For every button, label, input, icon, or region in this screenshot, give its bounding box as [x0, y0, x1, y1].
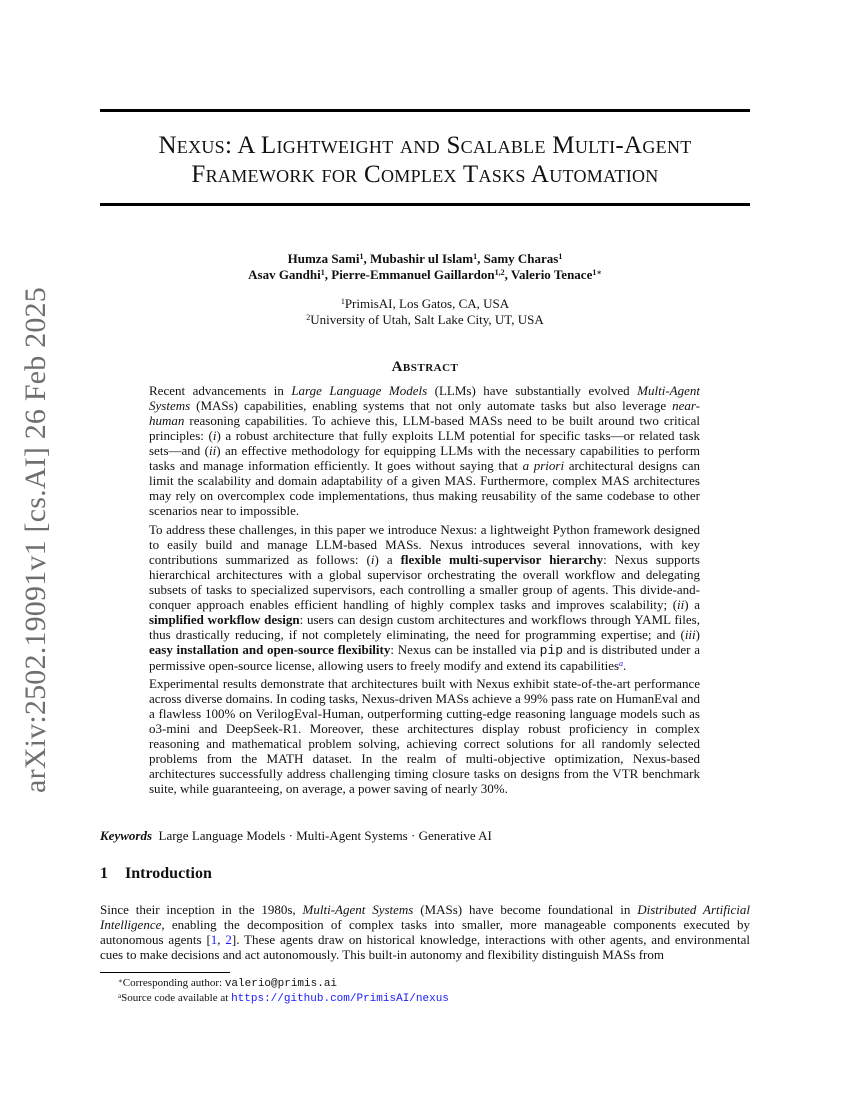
- footnote-mark: a: [118, 992, 122, 1000]
- footnote-text: Source code available at: [121, 992, 232, 1004]
- arxiv-identifier: arXiv:2502.19091v1 [cs.AI] 26 Feb 2025: [19, 287, 52, 793]
- text-run: : Nexus supports hierarchical architectures with a global supervisor orchestrating the overall workflow and delegating subsets of tasks to specialized supervisors, each controlling a smaller group of agents. This divide-and-conquer approach enables efficient handling of highly complex tasks and improves scalability; (: [149, 551, 700, 612]
- strong-text: flexible multi-supervisor hierarchy: [400, 551, 604, 567]
- keywords: [100, 828, 750, 844]
- text-run: (LLMs) have substantially evolved: [427, 383, 638, 398]
- text-run: reasoning capabilities. To achieve this, LLM-based MASs need to be built around two critical principles: (: [149, 413, 700, 443]
- paper-title: [100, 131, 750, 189]
- footnote-link[interactable]: a: [619, 658, 624, 668]
- text-run: (MASs) capabilities, enabling systems that not only automate tasks but also leverage: [190, 398, 673, 413]
- text-run: ,: [217, 932, 226, 947]
- section-title: Introduction: [125, 865, 212, 882]
- footnote-mark: ∗: [118, 977, 123, 985]
- author-line-2: [100, 267, 750, 283]
- text-run: ) a robust architecture that fully exploits LLM potential for specific tasks—or related task sets—and (: [149, 428, 700, 458]
- footnotes: [118, 976, 449, 1006]
- abstract-paragraph-2: [149, 522, 700, 673]
- text-run: ) a: [374, 551, 401, 567]
- author-affiliation-mark: 1: [320, 268, 325, 277]
- text-run: ) an effective methodology for equipping LLMs with the necessary capabilities to perform tasks and manage information efficiently. It goes without saying that: [149, 443, 700, 473]
- author-affiliation-mark: 1,2: [494, 268, 505, 277]
- emphasis: i: [212, 428, 217, 443]
- emphasis: Multi-Agent Systems: [149, 383, 700, 413]
- text-run: : Nexus can be installed via: [390, 641, 540, 657]
- affiliation-text: University of Utah, Salt Lake City, UT, USA: [310, 312, 544, 327]
- affiliation-text: PrimisAI, Los Gatos, CA, USA: [344, 296, 510, 311]
- author-affiliation-mark: 1∗: [592, 268, 602, 277]
- emphasis: ii: [677, 596, 685, 612]
- author-line-1: [100, 251, 750, 267]
- section-heading: [100, 865, 212, 883]
- footnote-source-code: [118, 991, 449, 1006]
- affiliation-number: 2: [306, 313, 311, 322]
- author-affiliation-mark: 1: [359, 252, 364, 261]
- footnote-rule: [100, 972, 230, 973]
- title-rule-bottom: [100, 203, 750, 206]
- footnote-corresponding: [118, 976, 449, 991]
- section-number: 1: [100, 865, 108, 882]
- text-run: ]. These agents draw on historical knowledge, interactions with other agents, and environmental cues to make decisions and act autonomously. This built-in autonomy and flexibility distinguish MASs from: [100, 932, 750, 962]
- abstract-heading: Abstract: [391, 359, 459, 375]
- text-run: Since their inception in the 1980s,: [100, 902, 303, 917]
- author-separator: ,: [504, 267, 511, 282]
- affiliation: [100, 312, 750, 328]
- text-run: Recent advancements in: [149, 383, 292, 398]
- text-run: .: [623, 657, 627, 673]
- author-name: Mubashir ul Islam: [370, 251, 474, 266]
- author-affiliation-mark: 1: [558, 252, 563, 261]
- emphasis: ii: [209, 443, 217, 458]
- intro-paragraph: [100, 902, 750, 962]
- citation-link[interactable]: 1: [210, 932, 218, 947]
- text-run: To address these challenges, in this paper we introduce Nexus: a lightweight Python framework designed to easily build and manage LLM-based MASs. Nexus introduces several innovations, with key contributions summarized as follows: (: [149, 521, 700, 567]
- keywords-label: Keywords: [100, 828, 152, 843]
- text-run: architectural designs can limit the scalability and domain adaptability of a given MAS. Furthermore, complex MAS architectures may rely on overcomplex code implementations, thus making reusability of the same codebase to other scenarios near to impossible.: [149, 458, 701, 518]
- author-list: [100, 251, 750, 283]
- text-run: : users can design custom architectures and workflows through YAML files, thus drastically reducing, if not completely eliminating, the need for programming expertise; and (: [149, 611, 700, 642]
- author-separator: ,: [363, 251, 371, 266]
- emphasis: Multi-Agent Systems: [302, 902, 414, 917]
- emphasis: a priori: [522, 458, 565, 473]
- text-run: , enabling the decomposition of complex tasks into smaller, more manageable components executed by autonomous agents [: [100, 917, 750, 947]
- author-name: Valerio Tenace: [510, 267, 593, 282]
- citation-link[interactable]: 2: [225, 932, 232, 947]
- text-run: and is distributed under a permissive open-source license, allowing users to freely modify and extend its capabilities: [149, 641, 700, 673]
- emphasis: near-human: [149, 398, 700, 428]
- author-name: Pierre-Emmanuel Gaillardon: [331, 267, 495, 282]
- affiliation-number: 1: [340, 297, 345, 306]
- strong-text: easy installation and open-source flexibility: [149, 641, 391, 657]
- author-name: Samy Charas: [483, 251, 559, 266]
- emphasis: iii: [684, 626, 696, 642]
- keywords-list: Large Language Models · Multi-Agent Systems · Generative AI: [158, 828, 492, 843]
- author-email: valerio@primis.ai: [224, 978, 338, 990]
- abstract-paragraph-3: Experimental results demonstrate that architectures built with Nexus exhibit state-of-the-art performance across diverse domains. In coding tasks, Nexus-driven MASs achieve a 99% pass rate on HumanEval and a flawless 100% on VerilogEval-Human, outperforming cutting-edge reasoning language models such as o3-mini and DeepSeek-R1. Moreover, these architectures display robust proficiency in complex reasoning and mathematical problem solving, achieving correct solutions for all randomly selected problems from the MATH dataset. In the realm of multi-objective optimization, Nexus-based architectures successfully address challenging timing closure tasks on designs from the VTR benchmark suite, while guaranteeing, on average, a power saving of nearly 30%.: [149, 676, 700, 796]
- text-run: ) a: [684, 596, 701, 612]
- emphasis: Large Language Models: [291, 383, 428, 398]
- footnote-text: Corresponding author:: [122, 977, 225, 989]
- title-line-1: Nexus: A Lightweight and Scalable Multi-Agent: [158, 132, 692, 159]
- code-text: pip: [539, 642, 564, 658]
- author-separator: ,: [324, 267, 332, 282]
- author-name: Asav Gandhi: [248, 267, 321, 282]
- affiliation-list: [100, 296, 750, 328]
- author-separator: ,: [477, 251, 484, 266]
- arxiv-stamp: [16, 287, 56, 793]
- title-rule-top: [100, 109, 750, 112]
- text-run: (MASs) have become foundational in: [413, 902, 638, 917]
- abstract-body: [149, 383, 700, 800]
- author-affiliation-mark: 1: [473, 252, 478, 261]
- text-run: ): [695, 626, 700, 642]
- emphasis: i: [370, 551, 375, 567]
- emphasis: Distributed Artificial Intelligence: [100, 902, 750, 932]
- author-name: Humza Sami: [287, 251, 360, 266]
- title-line-2: Framework for Complex Tasks Automation: [191, 161, 659, 188]
- source-code-link[interactable]: https://github.com/PrimisAI/nexus: [231, 993, 449, 1005]
- affiliation: [100, 296, 750, 312]
- strong-text: simplified workflow design: [149, 611, 300, 627]
- abstract-paragraph-1: [149, 383, 700, 518]
